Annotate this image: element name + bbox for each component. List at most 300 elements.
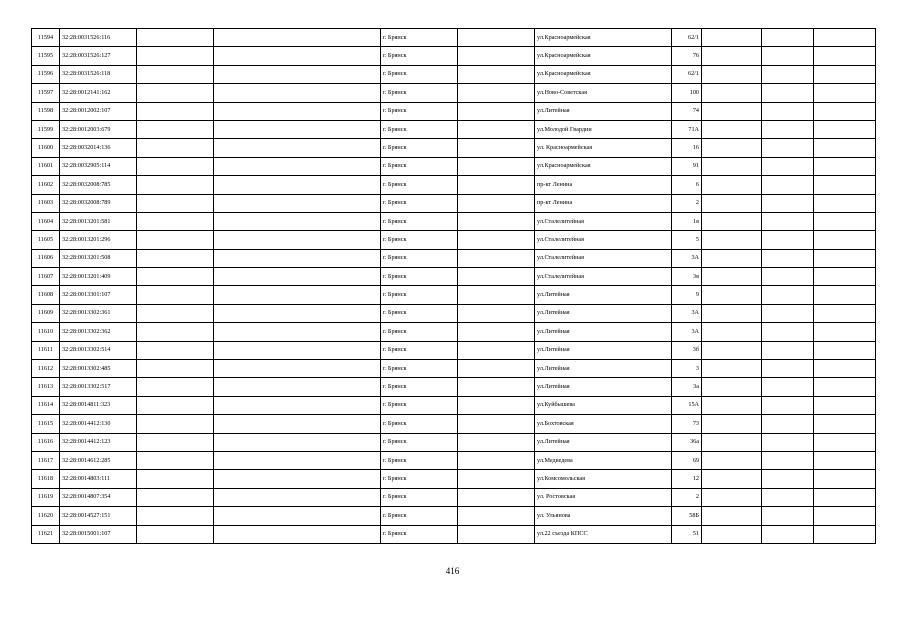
- cell-record-number: 11603: [32, 194, 60, 212]
- cell-city: г. Брянск: [381, 120, 458, 138]
- cell-empty: [214, 249, 381, 267]
- cell-empty: [214, 396, 381, 414]
- cell-empty: [137, 157, 214, 175]
- cell-cadastral-number: 32:28:0014412:130: [60, 415, 137, 433]
- cell-empty: [214, 488, 381, 506]
- cell-empty: [214, 507, 381, 525]
- cell-city: г. Брянск: [381, 470, 458, 488]
- page-number: 416: [445, 566, 460, 576]
- cell-street: ул.Сталелитейная: [535, 212, 672, 230]
- cell-empty: [814, 433, 876, 451]
- cell-empty: [137, 65, 214, 83]
- cell-empty: [458, 451, 535, 469]
- cell-city: г. Брянск: [381, 47, 458, 65]
- cell-empty: [137, 341, 214, 359]
- cell-record-number: 11621: [32, 525, 60, 543]
- cell-empty: [214, 65, 381, 83]
- cell-street: ул.Сталелитейная: [535, 268, 672, 286]
- cell-street: ул. Ростовская: [535, 488, 672, 506]
- cell-street: ул.Куйбышева: [535, 396, 672, 414]
- cell-empty: [702, 415, 762, 433]
- cell-house-number: 3в: [672, 268, 702, 286]
- cell-empty: [702, 231, 762, 249]
- cell-city: г. Брянск: [381, 176, 458, 194]
- cell-cadastral-number: 32:28:0014811:323: [60, 396, 137, 414]
- cell-empty: [137, 378, 214, 396]
- cell-empty: [702, 249, 762, 267]
- cell-empty: [762, 396, 814, 414]
- cell-empty: [814, 65, 876, 83]
- cell-street: ул.Литейная: [535, 360, 672, 378]
- cell-empty: [137, 120, 214, 138]
- cell-city: г. Брянск: [381, 157, 458, 175]
- cell-empty: [214, 102, 381, 120]
- cell-street: ул.Литейная: [535, 341, 672, 359]
- cell-empty: [458, 102, 535, 120]
- cell-empty: [814, 488, 876, 506]
- cell-empty: [702, 194, 762, 212]
- cell-empty: [458, 286, 535, 304]
- cell-street: ул.Сталелитейная: [535, 231, 672, 249]
- cell-cadastral-number: 32:28:0013201:508: [60, 249, 137, 267]
- cell-empty: [214, 451, 381, 469]
- cell-empty: [458, 212, 535, 230]
- cell-record-number: 11608: [32, 286, 60, 304]
- cell-empty: [702, 304, 762, 322]
- cell-empty: [814, 47, 876, 65]
- cell-empty: [458, 29, 535, 47]
- cell-empty: [458, 120, 535, 138]
- cell-empty: [814, 341, 876, 359]
- cell-empty: [137, 488, 214, 506]
- cell-empty: [702, 212, 762, 230]
- cell-empty: [214, 433, 381, 451]
- cell-empty: [214, 268, 381, 286]
- cell-empty: [814, 525, 876, 543]
- table-row: [32, 29, 876, 47]
- cell-cadastral-number: 32:28:0014527:151: [60, 507, 137, 525]
- cell-cadastral-number: 32:28:0015001:107: [60, 525, 137, 543]
- cell-empty: [762, 341, 814, 359]
- cell-empty: [458, 231, 535, 249]
- cell-cadastral-number: 32:28:0012002:107: [60, 102, 137, 120]
- cell-empty: [762, 139, 814, 157]
- cell-empty: [702, 47, 762, 65]
- cell-city: г. Брянск: [381, 194, 458, 212]
- cell-empty: [458, 194, 535, 212]
- cell-empty: [814, 507, 876, 525]
- cell-empty: [458, 323, 535, 341]
- cell-empty: [137, 525, 214, 543]
- cell-record-number: 11602: [32, 176, 60, 194]
- table-row: [32, 47, 876, 65]
- cell-city: г. Брянск: [381, 304, 458, 322]
- cell-empty: [214, 231, 381, 249]
- cell-house-number: 3А: [672, 249, 702, 267]
- cell-empty: [814, 157, 876, 175]
- cell-cadastral-number: 32:28:0014612:285: [60, 451, 137, 469]
- cell-empty: [814, 231, 876, 249]
- cell-empty: [762, 286, 814, 304]
- table-row: [32, 231, 876, 249]
- cell-house-number: 58Б: [672, 507, 702, 525]
- cell-street: ул.Литейная: [535, 286, 672, 304]
- table-row: [32, 433, 876, 451]
- cell-empty: [458, 470, 535, 488]
- cell-street: ул.Сталелитейная: [535, 249, 672, 267]
- cell-empty: [137, 433, 214, 451]
- cell-house-number: 3А: [672, 304, 702, 322]
- cell-empty: [814, 139, 876, 157]
- cell-empty: [137, 84, 214, 102]
- cell-empty: [702, 396, 762, 414]
- cell-empty: [762, 120, 814, 138]
- cell-record-number: 11595: [32, 47, 60, 65]
- cell-empty: [137, 176, 214, 194]
- cell-street: ул. Ульянова: [535, 507, 672, 525]
- cell-empty: [214, 194, 381, 212]
- cell-cadastral-number: 32:28:0013302:362: [60, 323, 137, 341]
- cell-city: г. Брянск: [381, 84, 458, 102]
- cell-empty: [137, 139, 214, 157]
- cell-house-number: 71А: [672, 120, 702, 138]
- cell-empty: [458, 176, 535, 194]
- cell-house-number: 6: [672, 176, 702, 194]
- cell-empty: [814, 323, 876, 341]
- cell-empty: [137, 231, 214, 249]
- cell-record-number: 11620: [32, 507, 60, 525]
- cell-empty: [458, 415, 535, 433]
- cell-house-number: 3б: [672, 341, 702, 359]
- table-row: [32, 415, 876, 433]
- cell-street: ул.Красноармейская: [535, 65, 672, 83]
- cell-empty: [762, 29, 814, 47]
- cell-record-number: 11600: [32, 139, 60, 157]
- cell-city: г. Брянск: [381, 488, 458, 506]
- cell-empty: [458, 84, 535, 102]
- cell-empty: [214, 84, 381, 102]
- cell-record-number: 11604: [32, 212, 60, 230]
- cell-empty: [762, 102, 814, 120]
- cell-cadastral-number: 32:28:0013201:409: [60, 268, 137, 286]
- cell-street: ул.Комсомольская: [535, 470, 672, 488]
- table-row: [32, 176, 876, 194]
- cell-empty: [214, 176, 381, 194]
- cell-house-number: 36а: [672, 433, 702, 451]
- cell-house-number: 15А: [672, 396, 702, 414]
- cell-empty: [137, 507, 214, 525]
- cell-record-number: 11609: [32, 304, 60, 322]
- cell-empty: [814, 120, 876, 138]
- cell-house-number: 2: [672, 488, 702, 506]
- cell-street: ул.Литейная: [535, 323, 672, 341]
- cell-empty: [214, 212, 381, 230]
- cell-empty: [137, 451, 214, 469]
- cell-empty: [762, 304, 814, 322]
- cell-street: ул.Красноармейская: [535, 47, 672, 65]
- cell-street: пр-кт Ленина: [535, 176, 672, 194]
- cell-city: г. Брянск: [381, 507, 458, 525]
- cell-empty: [814, 415, 876, 433]
- cell-empty: [762, 47, 814, 65]
- cell-record-number: 11599: [32, 120, 60, 138]
- cell-house-number: 9: [672, 286, 702, 304]
- cell-empty: [814, 378, 876, 396]
- cell-empty: [702, 120, 762, 138]
- cell-empty: [214, 120, 381, 138]
- cell-house-number: 12: [672, 470, 702, 488]
- cell-record-number: 11614: [32, 396, 60, 414]
- cell-house-number: 62/1: [672, 65, 702, 83]
- cell-empty: [458, 139, 535, 157]
- cell-empty: [702, 341, 762, 359]
- cell-city: г. Брянск: [381, 433, 458, 451]
- cell-street: ул.Ново-Советская: [535, 84, 672, 102]
- table-row: [32, 212, 876, 230]
- table-row: [32, 525, 876, 543]
- cell-empty: [814, 102, 876, 120]
- cell-empty: [214, 47, 381, 65]
- table-row: [32, 249, 876, 267]
- cell-empty: [458, 378, 535, 396]
- cell-empty: [702, 65, 762, 83]
- cell-street: ул.Литейная: [535, 102, 672, 120]
- cell-street: ул.Медведева: [535, 451, 672, 469]
- cell-empty: [814, 194, 876, 212]
- table-row: [32, 194, 876, 212]
- cell-empty: [814, 470, 876, 488]
- cell-empty: [702, 488, 762, 506]
- cell-cadastral-number: 32:28:0012003:679: [60, 120, 137, 138]
- cell-city: г. Брянск: [381, 65, 458, 83]
- cell-empty: [458, 396, 535, 414]
- cell-empty: [762, 231, 814, 249]
- table-row: [32, 396, 876, 414]
- cell-record-number: 11618: [32, 470, 60, 488]
- cell-street: ул.Литейная: [535, 378, 672, 396]
- cell-empty: [214, 29, 381, 47]
- table-row: [32, 488, 876, 506]
- cell-empty: [762, 212, 814, 230]
- cell-cadastral-number: 32:28:0014412:123: [60, 433, 137, 451]
- registry-table-body: [32, 29, 876, 544]
- cell-house-number: 3: [672, 360, 702, 378]
- cell-empty: [214, 286, 381, 304]
- table-row: [32, 157, 876, 175]
- cell-cadastral-number: 32:28:0014807:354: [60, 488, 137, 506]
- cell-cadastral-number: 32:28:0013201:296: [60, 231, 137, 249]
- cell-empty: [458, 304, 535, 322]
- cell-empty: [814, 212, 876, 230]
- cell-record-number: 11619: [32, 488, 60, 506]
- cell-street: ул.Бохтовская: [535, 415, 672, 433]
- cell-city: г. Брянск: [381, 323, 458, 341]
- cell-empty: [137, 415, 214, 433]
- cell-empty: [458, 507, 535, 525]
- table-row: [32, 102, 876, 120]
- cell-empty: [137, 102, 214, 120]
- table-row: [32, 139, 876, 157]
- cell-empty: [762, 323, 814, 341]
- cell-empty: [702, 176, 762, 194]
- cell-empty: [814, 268, 876, 286]
- cell-empty: [814, 286, 876, 304]
- cell-cadastral-number: 32:28:0031526:118: [60, 65, 137, 83]
- cell-city: г. Брянск: [381, 231, 458, 249]
- cell-house-number: 91: [672, 157, 702, 175]
- table-row: [32, 360, 876, 378]
- cell-empty: [762, 84, 814, 102]
- cell-empty: [214, 360, 381, 378]
- cell-empty: [137, 304, 214, 322]
- cell-empty: [814, 360, 876, 378]
- cell-empty: [458, 47, 535, 65]
- cell-empty: [214, 525, 381, 543]
- cell-house-number: 3а: [672, 378, 702, 396]
- table-row: [32, 65, 876, 83]
- cell-empty: [458, 488, 535, 506]
- table-row: [32, 323, 876, 341]
- cell-cadastral-number: 32:28:0032008:789: [60, 194, 137, 212]
- cell-street: ул.22 съезда КПСС: [535, 525, 672, 543]
- cell-city: г. Брянск: [381, 249, 458, 267]
- cell-empty: [137, 29, 214, 47]
- cell-empty: [137, 286, 214, 304]
- cell-empty: [137, 323, 214, 341]
- cell-empty: [458, 157, 535, 175]
- cell-empty: [458, 360, 535, 378]
- cell-street: ул. Красноармейская: [535, 139, 672, 157]
- cell-empty: [762, 157, 814, 175]
- cell-cadastral-number: 32:28:0013302:361: [60, 304, 137, 322]
- cell-empty: [702, 433, 762, 451]
- cell-cadastral-number: 32:28:0013302:485: [60, 360, 137, 378]
- cell-empty: [137, 268, 214, 286]
- cell-empty: [762, 249, 814, 267]
- cell-empty: [137, 470, 214, 488]
- cell-cadastral-number: 32:28:0032014:136: [60, 139, 137, 157]
- cell-empty: [458, 525, 535, 543]
- cell-cadastral-number: 32:28:0013201:581: [60, 212, 137, 230]
- cell-empty: [762, 194, 814, 212]
- cell-empty: [814, 396, 876, 414]
- cell-empty: [137, 396, 214, 414]
- cell-house-number: 16: [672, 139, 702, 157]
- cell-empty: [762, 176, 814, 194]
- cell-empty: [458, 341, 535, 359]
- cell-cadastral-number: 32:28:0031526:127: [60, 47, 137, 65]
- table-row: [32, 84, 876, 102]
- cell-street: пр-кт Ленина: [535, 194, 672, 212]
- cell-house-number: 73: [672, 415, 702, 433]
- cell-empty: [137, 360, 214, 378]
- cell-record-number: 11606: [32, 249, 60, 267]
- cell-empty: [458, 65, 535, 83]
- cell-record-number: 11616: [32, 433, 60, 451]
- cell-empty: [814, 304, 876, 322]
- cell-record-number: 11611: [32, 341, 60, 359]
- cell-empty: [762, 507, 814, 525]
- cell-empty: [762, 415, 814, 433]
- cell-street: ул.Молодой Гвардии: [535, 120, 672, 138]
- cell-record-number: 11615: [32, 415, 60, 433]
- cell-empty: [702, 525, 762, 543]
- cell-house-number: 51: [672, 525, 702, 543]
- table-row: [32, 507, 876, 525]
- cell-empty: [214, 304, 381, 322]
- cell-city: г. Брянск: [381, 102, 458, 120]
- cell-empty: [137, 249, 214, 267]
- cell-house-number: 3А: [672, 323, 702, 341]
- cell-house-number: 1в: [672, 212, 702, 230]
- cell-cadastral-number: 32:28:0014803:111: [60, 470, 137, 488]
- cell-empty: [762, 268, 814, 286]
- cell-street: ул.Красноармейская: [535, 29, 672, 47]
- cell-empty: [762, 470, 814, 488]
- cell-empty: [702, 29, 762, 47]
- cell-record-number: 11598: [32, 102, 60, 120]
- cell-empty: [702, 139, 762, 157]
- table-row: [32, 286, 876, 304]
- cell-record-number: 11601: [32, 157, 60, 175]
- cell-street: ул.Литейная: [535, 304, 672, 322]
- cell-empty: [702, 286, 762, 304]
- cell-empty: [458, 433, 535, 451]
- cell-city: г. Брянск: [381, 396, 458, 414]
- cell-city: г. Брянск: [381, 139, 458, 157]
- cell-empty: [814, 249, 876, 267]
- cell-empty: [702, 157, 762, 175]
- cell-cadastral-number: 32:28:0032905:114: [60, 157, 137, 175]
- cell-empty: [214, 470, 381, 488]
- cell-city: г. Брянск: [381, 415, 458, 433]
- cell-city: г. Брянск: [381, 451, 458, 469]
- cell-record-number: 11597: [32, 84, 60, 102]
- cell-city: г. Брянск: [381, 378, 458, 396]
- cell-house-number: 62/1: [672, 29, 702, 47]
- cell-cadastral-number: 32:28:0013302:514: [60, 341, 137, 359]
- cell-empty: [458, 268, 535, 286]
- cell-empty: [702, 378, 762, 396]
- cell-city: г. Брянск: [381, 29, 458, 47]
- cell-empty: [762, 451, 814, 469]
- cell-record-number: 11612: [32, 360, 60, 378]
- table-row: [32, 470, 876, 488]
- cell-empty: [814, 84, 876, 102]
- property-registry-table: [31, 28, 876, 544]
- cell-empty: [762, 360, 814, 378]
- cell-empty: [762, 65, 814, 83]
- cell-empty: [762, 378, 814, 396]
- cell-record-number: 11594: [32, 29, 60, 47]
- cell-empty: [702, 102, 762, 120]
- cell-cadastral-number: 32:28:0032008:785: [60, 176, 137, 194]
- cell-cadastral-number: 32:28:0013301:107: [60, 286, 137, 304]
- cell-empty: [214, 415, 381, 433]
- cell-house-number: 76: [672, 47, 702, 65]
- cell-empty: [702, 323, 762, 341]
- cell-house-number: 69: [672, 451, 702, 469]
- table-row: [32, 268, 876, 286]
- cell-empty: [214, 139, 381, 157]
- cell-empty: [814, 29, 876, 47]
- cell-street: ул.Литейная: [535, 433, 672, 451]
- cell-empty: [458, 249, 535, 267]
- cell-empty: [214, 157, 381, 175]
- cell-empty: [137, 47, 214, 65]
- cell-empty: [702, 470, 762, 488]
- table-row: [32, 451, 876, 469]
